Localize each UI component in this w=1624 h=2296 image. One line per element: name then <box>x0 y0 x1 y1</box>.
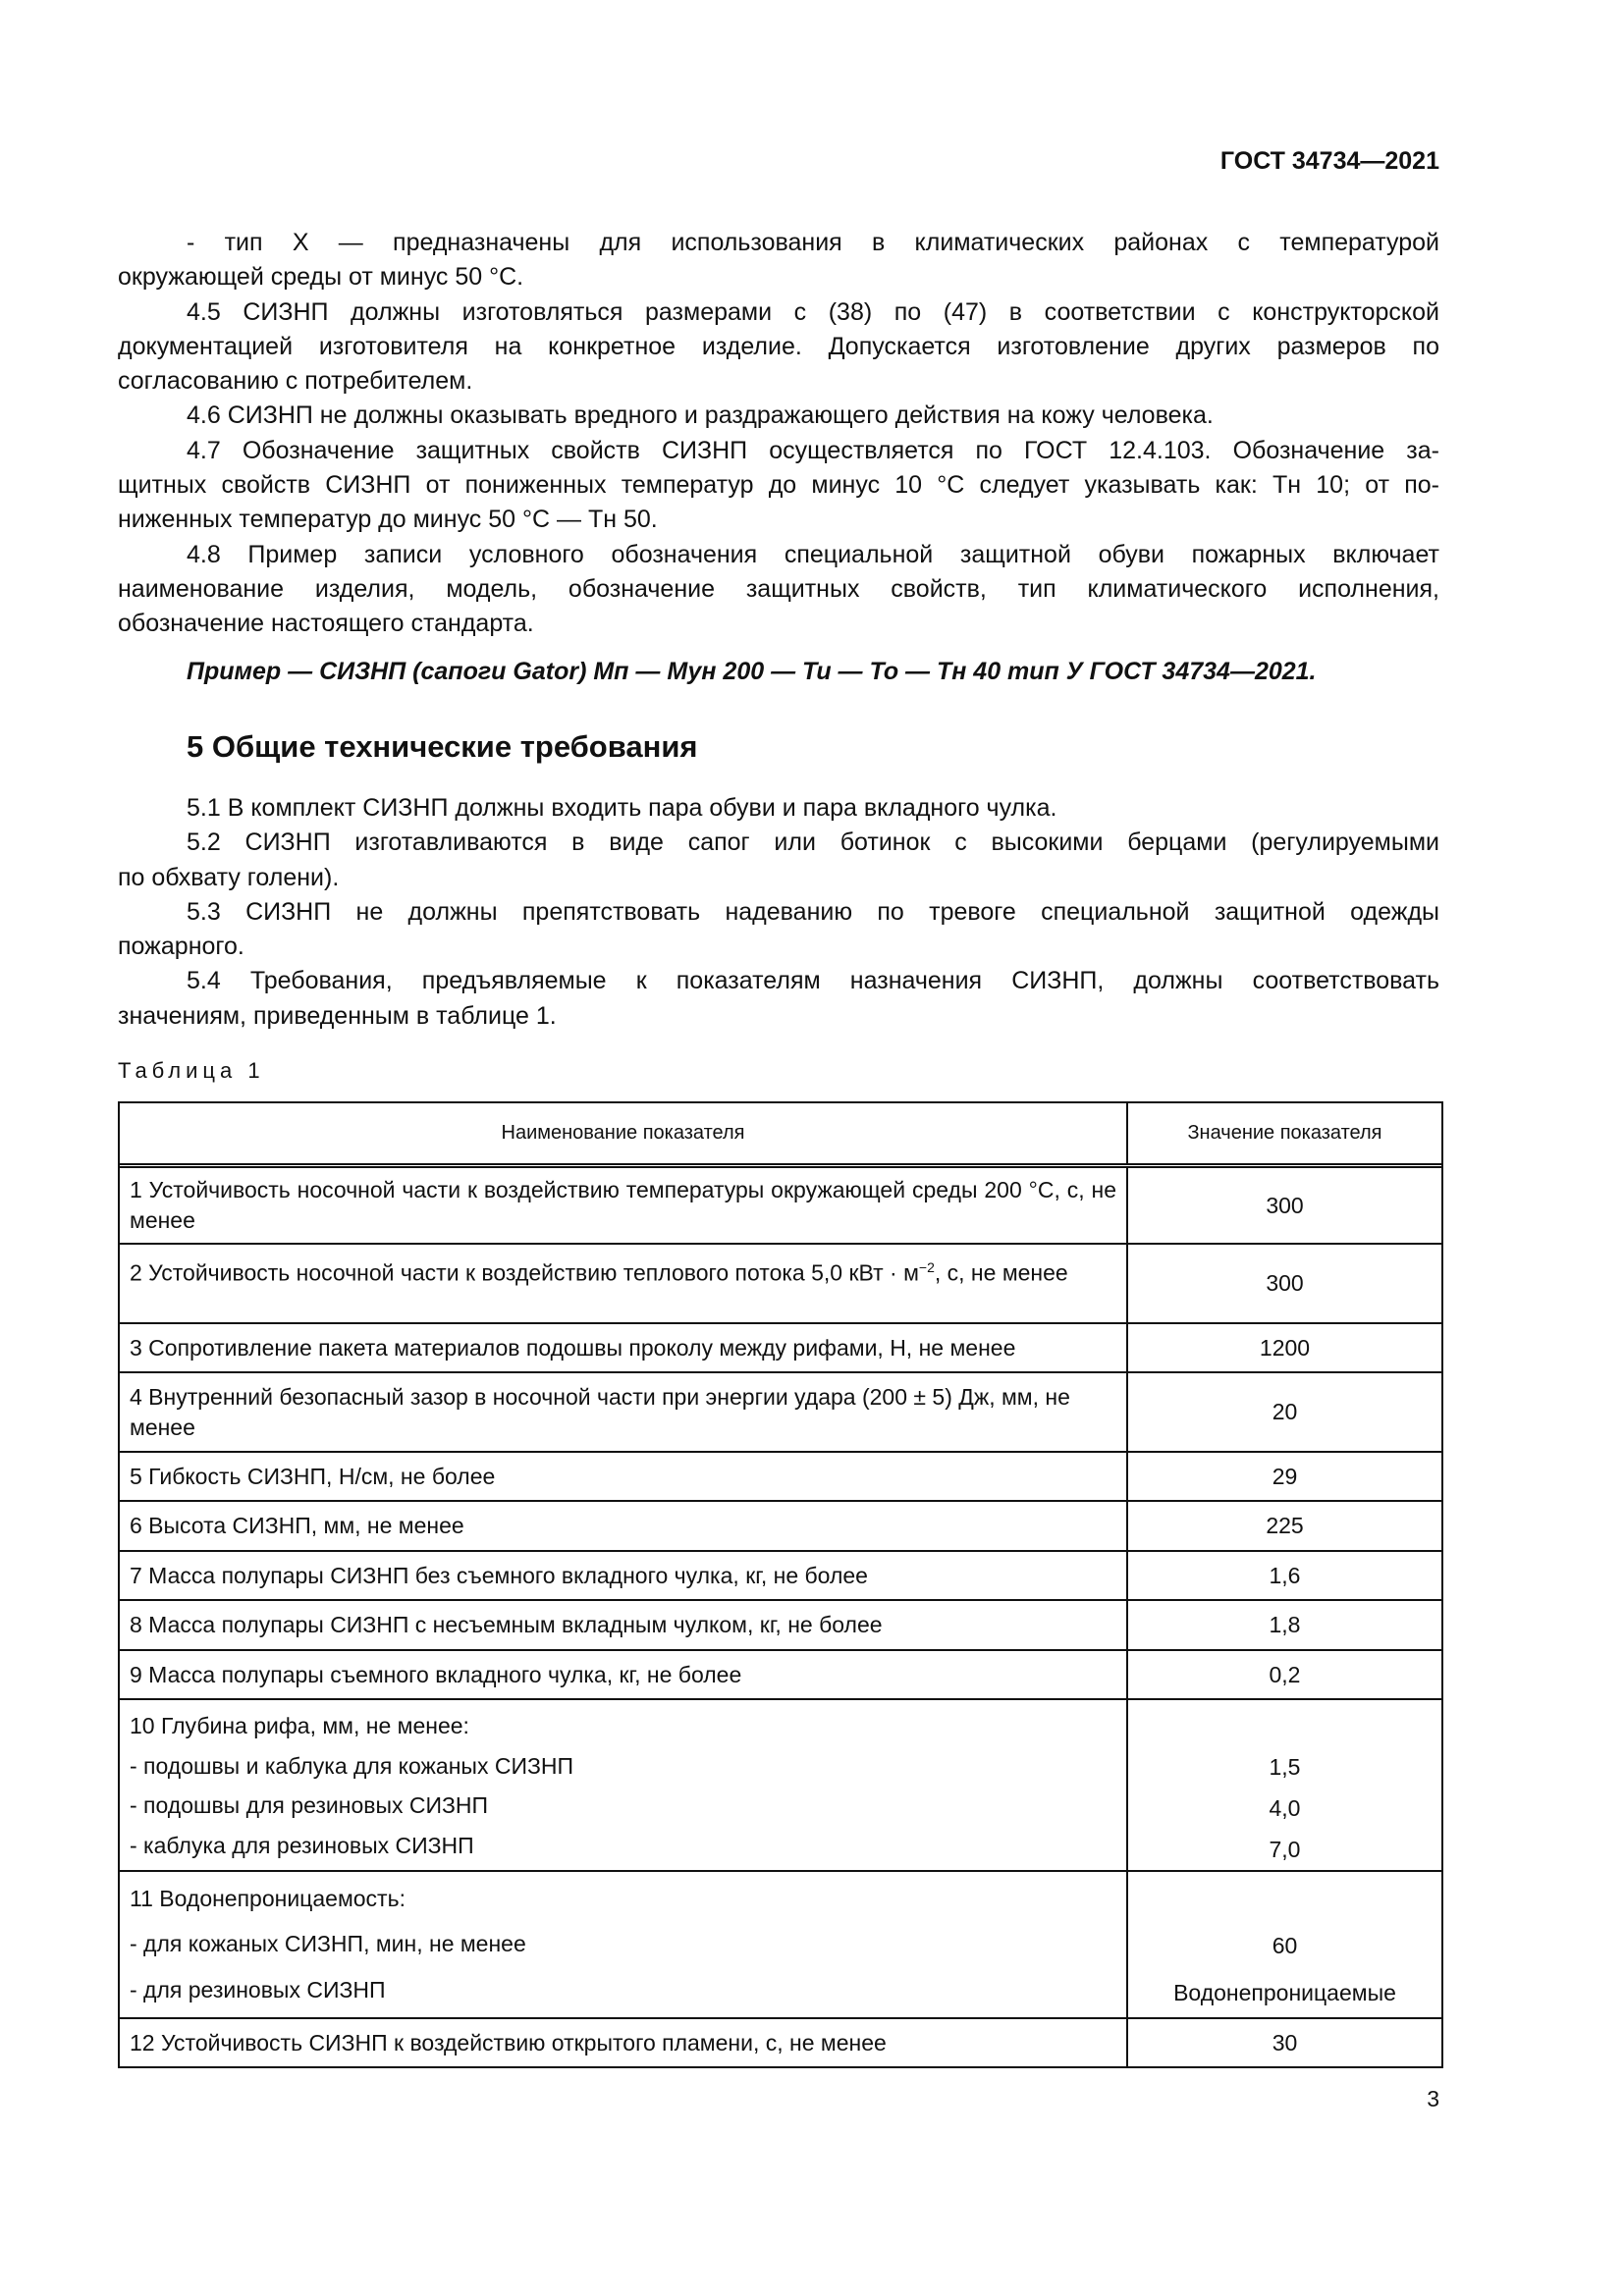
table-row-tread-depth <box>120 1698 1441 1870</box>
text-line: по обхвату голени). <box>118 863 340 891</box>
row-value: 1200 <box>1259 1334 1311 1361</box>
row-subitem-name: - подошвы для резиновых СИЗНП <box>130 1792 489 1819</box>
row-name: 4 Внутренний безопасный зазор в носочной части при энергии удара (200 ± 5) Дж, мм, не менее <box>120 1373 1128 1451</box>
table-row <box>120 2017 1441 2066</box>
table-row <box>120 1500 1441 1550</box>
row-name: 11 Водонепроницаемость: <box>130 1886 406 1912</box>
table-1 <box>118 1101 1443 2068</box>
row-name <box>120 1245 1128 1322</box>
row-name-suffix: , с, не менее <box>934 1259 1068 1286</box>
text-line: 5.1 В комплект СИЗНП должны входить пара обуви и пара вкладного чулка. <box>187 794 1057 822</box>
header-indicator-name: Наименование показателя <box>120 1103 1128 1163</box>
table-row <box>120 1322 1441 1371</box>
text-line: согласованию с потребителем. <box>118 367 473 396</box>
document-header-id: ГОСТ 34734—2021 <box>1219 147 1439 175</box>
row-value: 30 <box>1272 2029 1298 2056</box>
text-line: наименование изделия, модель, обозначение защитных свойств, тип климатического исполнения, <box>118 574 1439 603</box>
table-row-water-resistance <box>120 1870 1441 2017</box>
row-name: 1 Устойчивость носочной части к воздействию температуры окружающей среды 200 °С, с, не менее <box>120 1168 1128 1243</box>
table-caption: Таблица 1 <box>118 1058 265 1083</box>
table-header-row <box>120 1103 1441 1163</box>
text-line: значениям, приведенным в таблице 1. <box>118 1001 557 1030</box>
designation-example <box>118 655 1439 689</box>
table-row <box>120 1371 1441 1451</box>
example-line: Пример — СИЗНП (сапоги Gator) Мп — Мун 200 — Ти — То — Тн 40 тип У ГОСТ 34734—2021. <box>187 658 1317 685</box>
text-line: 5.3 СИЗНП не должны препятствовать надеванию по тревоге специальной защитной одежды <box>187 897 1439 926</box>
row-subitem-name: - для резиновых СИЗНП <box>130 1976 386 2002</box>
text-line: - тип Х — предназначены для использования в климатических районах с температурой <box>187 229 1439 256</box>
row-value-group <box>1128 1700 1441 1870</box>
text-line: документацией изготовителя на конкретное изделие. Допускается изготовление других размеров по <box>118 332 1439 360</box>
row-name: 3 Сопротивление пакета материалов подошвы проколу между рифами, Н, не менее <box>120 1324 1128 1371</box>
row-name: 9 Масса полупары съемного вкладного чулка, кг, не более <box>120 1651 1128 1698</box>
row-name: 12 Устойчивость СИЗНП к воздействию открытого пламени, с, не менее <box>120 2019 1128 2066</box>
row-value: 300 <box>1266 1270 1304 1296</box>
header-indicator-value: Значение показателя <box>1187 1122 1382 1144</box>
text-line: 4.6 СИЗНП не должны оказывать вредного и раздражающего действия на кожу человека. <box>187 401 1214 430</box>
section-4-text <box>118 226 1439 642</box>
table-row <box>120 1243 1441 1322</box>
row-name-group <box>120 1700 1128 1870</box>
text-line: пожарного. <box>118 933 244 961</box>
text-line: 5.4 Требования, предъявляемые к показателям назначения СИЗНП, должны соответствовать <box>187 967 1439 995</box>
row-value: 1,6 <box>1269 1562 1301 1588</box>
text-line: 4.5 СИЗНП должны изготовляться размерами с (38) по (47) в соответствии с конструкторской <box>187 297 1439 326</box>
row-subitem-value: 7,0 <box>1269 1836 1301 1862</box>
table-row <box>120 1550 1441 1599</box>
row-value: 225 <box>1266 1513 1304 1538</box>
section-5-heading: 5 Общие технические требования <box>187 729 698 764</box>
row-value: 300 <box>1266 1192 1304 1218</box>
text-line: обозначение настоящего стандарта. <box>118 610 534 638</box>
row-name: 7 Масса полупары СИЗНП без съемного вкладного чулка, кг, не более <box>120 1552 1128 1599</box>
row-name-text: 2 Устойчивость носочной части к воздействию теплового потока 5,0 кВт · м <box>130 1259 919 1286</box>
row-name-group <box>120 1872 1128 2017</box>
text-line: 5.2 СИЗНП изготавливаются в виде сапог или ботинок с высокими берцами (регулируемыми <box>187 828 1439 857</box>
row-subitem-value: 4,0 <box>1269 1794 1301 1821</box>
row-name: 10 Глубина рифа, мм, не менее: <box>130 1712 469 1738</box>
row-value-group <box>1128 1872 1441 2017</box>
row-name: 5 Гибкость СИЗНП, Н/см, не более <box>120 1453 1128 1500</box>
row-subitem-name: - каблука для резиновых СИЗНП <box>130 1833 474 1859</box>
table-row <box>120 1649 1441 1698</box>
text-line: ниженных температур до минус 50 °С — Тн 50. <box>118 506 658 534</box>
row-subitem-name: - для кожаных СИЗНП, мин, не менее <box>130 1930 526 1956</box>
page-number: 3 <box>1427 2086 1439 2111</box>
text-line: окружающей среды от минус 50 °С. <box>118 263 524 292</box>
table-row <box>120 1451 1441 1500</box>
text-line: щитных свойств СИЗНП от пониженных температур до минус 10 °С следует указывать как: Тн 10; от по- <box>118 471 1439 500</box>
section-5-text <box>118 791 1439 1034</box>
table-row <box>120 1599 1441 1649</box>
table-row <box>120 1163 1441 1243</box>
row-value: 29 <box>1272 1463 1298 1489</box>
row-subitem-value: 1,5 <box>1269 1754 1301 1781</box>
row-value: 20 <box>1272 1399 1298 1424</box>
row-name: 8 Масса полупары СИЗНП с несъемным вкладным чулком, кг, не более <box>120 1601 1128 1649</box>
row-subitem-value: 60 <box>1272 1932 1298 1958</box>
row-subitem-value: Водонепроницаемые <box>1173 1980 1396 2006</box>
row-name-superscript: −2 <box>918 1259 935 1275</box>
text-line: 4.7 Обозначение защитных свойств СИЗНП осуществляется по ГОСТ 12.4.103. Обозначение за- <box>187 436 1439 464</box>
text-line: 4.8 Пример записи условного обозначения специальной защитной обуви пожарных включает <box>187 540 1439 568</box>
row-name: 6 Высота СИЗНП, мм, не менее <box>120 1502 1128 1550</box>
row-value: 0,2 <box>1269 1661 1301 1687</box>
row-value: 1,8 <box>1269 1612 1301 1637</box>
row-subitem-name: - подошвы и каблука для кожаных СИЗНП <box>130 1752 574 1779</box>
